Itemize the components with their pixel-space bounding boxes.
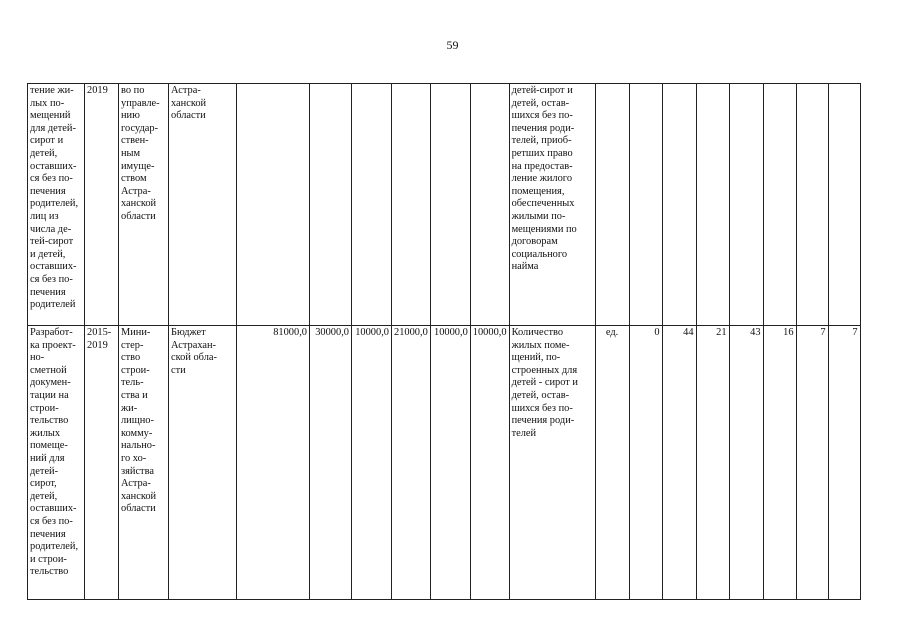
funding-2019-value: 10000,0	[472, 327, 507, 338]
indicator-2016-cell	[696, 84, 729, 326]
executor-text: во по управле- нию государ- ствен- ным имуще- ством Астра- ханской области	[121, 85, 160, 222]
funding-2018-cell	[430, 84, 470, 326]
indicator-2015-cell	[662, 326, 696, 600]
indicator-2015-value: 44	[683, 327, 694, 338]
funding-2017-cell	[392, 84, 431, 326]
years-cell	[85, 326, 119, 600]
measure-cell	[28, 84, 85, 326]
funding-2019-cell	[470, 326, 509, 600]
table-row	[28, 326, 861, 600]
measure-text: Разработ- ка проект- но- сметной докумен- тации на строи- тельство жилых помеще- ний для детей- сирот, детей, оставших- ся без по- печения родителей, и строи- тельство	[30, 327, 79, 578]
indicator-cell	[509, 326, 595, 600]
measure-cell	[28, 326, 85, 600]
unit-cell	[595, 326, 629, 600]
indicator-2016-value: 21	[716, 327, 727, 338]
funding-2017-value: 21000,0	[394, 327, 428, 338]
funding-2015-cell	[310, 84, 352, 326]
table-row	[28, 84, 861, 326]
source-cell	[169, 326, 237, 600]
base-value-cell	[629, 326, 662, 600]
funding-2016-value: 10000,0	[355, 327, 389, 338]
page-number: 59	[446, 38, 459, 52]
base-value: 0	[654, 327, 660, 338]
indicator-2017-value: 43	[750, 327, 761, 338]
program-table	[27, 83, 861, 600]
indicator-2020-cell	[828, 84, 860, 326]
total-cell	[237, 326, 310, 600]
executor-cell	[119, 84, 169, 326]
unit-cell	[595, 84, 629, 326]
indicator-2018-value: 16	[783, 327, 794, 338]
indicator-2017-cell	[729, 326, 763, 600]
executor-cell	[119, 326, 169, 600]
indicator-2017-cell	[729, 84, 763, 326]
source-text: Астра- ханской области	[171, 85, 207, 122]
years-text: 2015- 2019	[87, 327, 112, 351]
indicator-2016-cell	[696, 326, 729, 600]
indicator-cell	[509, 84, 595, 326]
indicator-2020-cell	[828, 326, 860, 600]
indicator-2019-cell	[796, 326, 828, 600]
indicator-2015-cell	[662, 84, 696, 326]
funding-2016-cell	[352, 84, 392, 326]
years-cell	[85, 84, 119, 326]
indicator-2019-cell	[796, 84, 828, 326]
base-value-cell	[629, 84, 662, 326]
measure-text: тение жи- лых по- мещений для детей- сирот и детей, оставших- ся без по- печения родителей, лиц из числа де- тей-сирот и детей, оставших- ся без по- печения родителей	[30, 85, 79, 311]
indicator-2020-value: 7	[852, 327, 858, 338]
funding-2017-cell	[392, 326, 431, 600]
total-value: 81000,0	[273, 327, 307, 338]
funding-2015-cell	[310, 326, 352, 600]
indicator-text: Количество жилых поме- щений, по- строенных для детей - сирот и детей, остав- шихся без по- печения роди- телей	[511, 327, 578, 439]
indicator-text: детей-сирот и детей, остав- шихся без по- печения роди- телей, приоб- ретших право на предостав- ление жилого помещения, обеспеченных жилыми по- мещениями по договорам социального найма	[511, 85, 577, 273]
funding-2016-cell	[352, 326, 392, 600]
executor-text: Мини- стер- ство строи- тель- ства и жи- лищно- комму- нально- го хо- зяйства Астра- ханской области	[121, 327, 157, 515]
source-text: Бюджет Астрахан- ской обла- сти	[171, 327, 217, 376]
total-cell	[237, 84, 310, 326]
years-text: 2019	[87, 85, 108, 96]
funding-2018-cell	[430, 326, 470, 600]
source-cell	[169, 84, 237, 326]
indicator-2019-value: 7	[820, 327, 826, 338]
funding-2015-value: 30000,0	[315, 327, 349, 338]
indicator-2018-cell	[763, 84, 796, 326]
unit-text: ед.	[605, 327, 619, 338]
indicator-2018-cell	[763, 326, 796, 600]
funding-2019-cell	[470, 84, 509, 326]
funding-2018-value: 10000,0	[434, 327, 468, 338]
